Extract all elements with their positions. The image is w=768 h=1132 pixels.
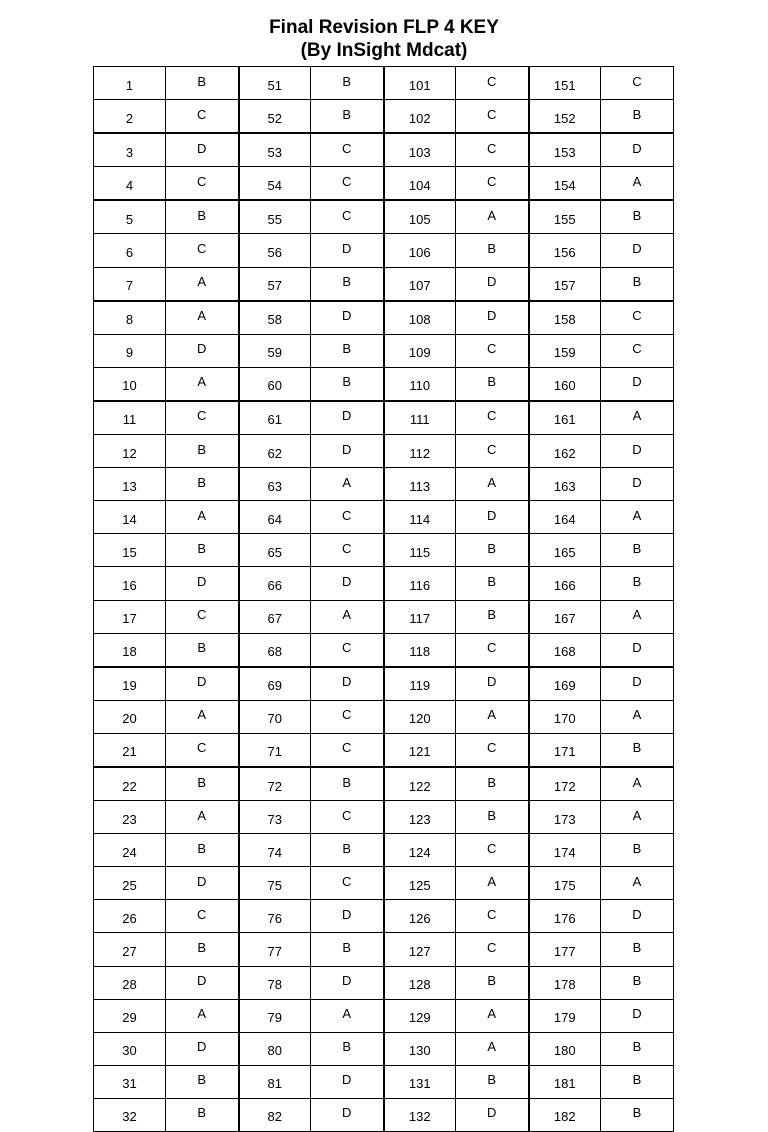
question-number: 60 xyxy=(239,367,311,401)
question-number: 153 xyxy=(529,133,601,167)
answer-cell: A xyxy=(456,700,529,733)
answer-cell: C xyxy=(456,933,529,966)
question-number: 161 xyxy=(529,401,601,435)
table-row xyxy=(94,867,674,900)
table-row xyxy=(94,167,674,201)
question-number: 59 xyxy=(239,334,311,367)
answer-cell: C xyxy=(166,600,239,633)
answer-cell: B xyxy=(311,67,384,100)
answer-cell: D xyxy=(601,667,674,701)
answer-cell: C xyxy=(456,435,529,468)
answer-cell: A xyxy=(456,468,529,501)
answer-cell: A xyxy=(166,999,239,1032)
question-number: 132 xyxy=(384,1098,456,1131)
answer-cell: B xyxy=(311,767,384,801)
question-number: 172 xyxy=(529,767,601,801)
table-row xyxy=(94,600,674,633)
question-number: 73 xyxy=(239,801,311,834)
question-number: 7 xyxy=(94,267,166,301)
question-number: 131 xyxy=(384,1065,456,1098)
answer-cell: A xyxy=(601,801,674,834)
table-row xyxy=(94,133,674,167)
answer-cell: C xyxy=(311,501,384,534)
question-number: 109 xyxy=(384,334,456,367)
answer-cell: A xyxy=(601,167,674,201)
question-number: 16 xyxy=(94,567,166,600)
table-row xyxy=(94,1098,674,1131)
answer-cell: B xyxy=(601,100,674,134)
answer-cell: A xyxy=(311,468,384,501)
question-number: 54 xyxy=(239,167,311,201)
answer-cell: A xyxy=(166,501,239,534)
answer-cell: A xyxy=(601,767,674,801)
table-row xyxy=(94,667,674,701)
answer-cell: A xyxy=(601,600,674,633)
answer-cell: D xyxy=(311,234,384,267)
question-number: 154 xyxy=(529,167,601,201)
question-number: 17 xyxy=(94,600,166,633)
answer-cell: A xyxy=(166,301,239,335)
answer-cell: D xyxy=(601,234,674,267)
question-number: 23 xyxy=(94,801,166,834)
question-number: 160 xyxy=(529,367,601,401)
question-number: 72 xyxy=(239,767,311,801)
question-number: 114 xyxy=(384,501,456,534)
table-row xyxy=(94,1065,674,1098)
answer-cell: C xyxy=(456,133,529,167)
question-number: 9 xyxy=(94,334,166,367)
answer-cell: A xyxy=(311,600,384,633)
question-number: 21 xyxy=(94,733,166,767)
answer-cell: C xyxy=(456,401,529,435)
answer-cell: A xyxy=(311,999,384,1032)
question-number: 104 xyxy=(384,167,456,201)
question-number: 159 xyxy=(529,334,601,367)
question-number: 106 xyxy=(384,234,456,267)
page-subtitle: (By InSight Mdcat) xyxy=(300,40,468,61)
answer-cell: B xyxy=(456,966,529,999)
question-number: 130 xyxy=(384,1032,456,1065)
page-title: Final Revision FLP 4 KEY xyxy=(269,17,499,38)
question-number: 121 xyxy=(384,733,456,767)
question-number: 152 xyxy=(529,100,601,134)
question-number: 31 xyxy=(94,1065,166,1098)
question-number: 32 xyxy=(94,1098,166,1131)
question-number: 1 xyxy=(94,67,166,100)
question-number: 25 xyxy=(94,867,166,900)
question-number: 82 xyxy=(239,1098,311,1131)
table-row xyxy=(94,767,674,801)
question-number: 20 xyxy=(94,700,166,733)
answer-cell: A xyxy=(166,367,239,401)
question-number: 113 xyxy=(384,468,456,501)
answer-cell: A xyxy=(166,267,239,301)
answer-cell: D xyxy=(166,966,239,999)
question-number: 80 xyxy=(239,1032,311,1065)
question-number: 19 xyxy=(94,667,166,701)
answer-cell: C xyxy=(311,133,384,167)
answer-cell: B xyxy=(166,435,239,468)
answer-cell: C xyxy=(311,633,384,667)
answer-cell: A xyxy=(456,1032,529,1065)
question-number: 102 xyxy=(384,100,456,134)
answer-cell: D xyxy=(456,301,529,335)
question-number: 118 xyxy=(384,633,456,667)
question-number: 65 xyxy=(239,534,311,567)
question-number: 28 xyxy=(94,966,166,999)
table-row xyxy=(94,700,674,733)
question-number: 179 xyxy=(529,999,601,1032)
answer-cell: B xyxy=(166,933,239,966)
question-number: 173 xyxy=(529,801,601,834)
answer-cell: D xyxy=(601,133,674,167)
question-number: 69 xyxy=(239,667,311,701)
answer-cell: A xyxy=(166,801,239,834)
answer-cell: A xyxy=(166,700,239,733)
answer-cell: D xyxy=(601,633,674,667)
question-number: 62 xyxy=(239,435,311,468)
question-number: 11 xyxy=(94,401,166,435)
answer-cell: C xyxy=(601,301,674,335)
table-row xyxy=(94,100,674,134)
answer-cell: D xyxy=(601,435,674,468)
answer-cell: B xyxy=(456,1065,529,1098)
question-number: 169 xyxy=(529,667,601,701)
answer-cell: C xyxy=(166,234,239,267)
answer-cell: A xyxy=(601,867,674,900)
answer-cell: C xyxy=(311,167,384,201)
table-row xyxy=(94,468,674,501)
table-row xyxy=(94,200,674,234)
question-number: 123 xyxy=(384,801,456,834)
answer-cell: B xyxy=(311,367,384,401)
answer-cell: D xyxy=(311,567,384,600)
answer-cell: D xyxy=(166,133,239,167)
question-number: 165 xyxy=(529,534,601,567)
table-row xyxy=(94,834,674,867)
answer-cell: A xyxy=(456,867,529,900)
answer-cell: B xyxy=(601,1065,674,1098)
answer-cell: B xyxy=(601,834,674,867)
question-number: 125 xyxy=(384,867,456,900)
question-number: 8 xyxy=(94,301,166,335)
question-number: 178 xyxy=(529,966,601,999)
answer-cell: B xyxy=(311,267,384,301)
question-number: 122 xyxy=(384,767,456,801)
answer-cell: B xyxy=(601,567,674,600)
question-number: 64 xyxy=(239,501,311,534)
answer-cell: C xyxy=(456,167,529,201)
answer-cell: B xyxy=(601,534,674,567)
question-number: 158 xyxy=(529,301,601,335)
question-number: 162 xyxy=(529,435,601,468)
answer-cell: B xyxy=(601,1032,674,1065)
answer-cell: B xyxy=(166,200,239,234)
answer-cell: B xyxy=(166,534,239,567)
answer-cell: A xyxy=(601,401,674,435)
answer-cell: C xyxy=(166,900,239,933)
question-number: 27 xyxy=(94,933,166,966)
answer-cell: D xyxy=(601,900,674,933)
answer-cell: C xyxy=(456,900,529,933)
answer-cell: C xyxy=(601,67,674,100)
answer-cell: D xyxy=(166,567,239,600)
answer-cell: A xyxy=(601,700,674,733)
table-row xyxy=(94,501,674,534)
question-number: 68 xyxy=(239,633,311,667)
table-row xyxy=(94,435,674,468)
answer-cell: C xyxy=(311,867,384,900)
table-row xyxy=(94,401,674,435)
question-number: 24 xyxy=(94,834,166,867)
answer-cell: B xyxy=(601,733,674,767)
question-number: 176 xyxy=(529,900,601,933)
question-number: 127 xyxy=(384,933,456,966)
question-number: 112 xyxy=(384,435,456,468)
question-number: 116 xyxy=(384,567,456,600)
question-number: 81 xyxy=(239,1065,311,1098)
table-row xyxy=(94,534,674,567)
question-number: 77 xyxy=(239,933,311,966)
answer-cell: B xyxy=(166,67,239,100)
question-number: 79 xyxy=(239,999,311,1032)
answer-cell: B xyxy=(601,200,674,234)
answer-cell: D xyxy=(311,1098,384,1131)
answer-cell: A xyxy=(456,999,529,1032)
question-number: 175 xyxy=(529,867,601,900)
question-number: 115 xyxy=(384,534,456,567)
table-row xyxy=(94,67,674,100)
question-number: 156 xyxy=(529,234,601,267)
question-number: 78 xyxy=(239,966,311,999)
answer-cell: D xyxy=(311,301,384,335)
answer-cell: B xyxy=(311,933,384,966)
question-number: 128 xyxy=(384,966,456,999)
answer-cell: B xyxy=(601,1098,674,1131)
question-number: 66 xyxy=(239,567,311,600)
answer-cell: D xyxy=(311,401,384,435)
answer-cell: D xyxy=(311,900,384,933)
question-number: 182 xyxy=(529,1098,601,1131)
question-number: 151 xyxy=(529,67,601,100)
question-number: 14 xyxy=(94,501,166,534)
answer-cell: A xyxy=(601,501,674,534)
answer-cell: B xyxy=(601,267,674,301)
answer-cell: B xyxy=(311,100,384,134)
answer-cell: D xyxy=(601,468,674,501)
answer-key-body xyxy=(94,67,674,1132)
question-number: 58 xyxy=(239,301,311,335)
answer-cell: B xyxy=(311,1032,384,1065)
answer-key-table xyxy=(93,66,674,1132)
answer-cell: C xyxy=(311,534,384,567)
answer-cell: C xyxy=(166,733,239,767)
answer-cell: B xyxy=(166,767,239,801)
answer-cell: D xyxy=(166,867,239,900)
answer-cell: B xyxy=(601,933,674,966)
answer-cell: D xyxy=(311,1065,384,1098)
question-number: 2 xyxy=(94,100,166,134)
question-number: 107 xyxy=(384,267,456,301)
answer-cell: C xyxy=(456,633,529,667)
answer-cell: D xyxy=(601,999,674,1032)
answer-cell: B xyxy=(456,367,529,401)
question-number: 15 xyxy=(94,534,166,567)
question-number: 101 xyxy=(384,67,456,100)
question-number: 70 xyxy=(239,700,311,733)
question-number: 124 xyxy=(384,834,456,867)
answer-cell: B xyxy=(456,567,529,600)
question-number: 119 xyxy=(384,667,456,701)
question-number: 167 xyxy=(529,600,601,633)
answer-cell: B xyxy=(166,468,239,501)
question-number: 76 xyxy=(239,900,311,933)
answer-cell: D xyxy=(456,667,529,701)
answer-cell: B xyxy=(311,334,384,367)
question-number: 180 xyxy=(529,1032,601,1065)
question-number: 13 xyxy=(94,468,166,501)
answer-cell: D xyxy=(166,667,239,701)
answer-cell: C xyxy=(311,700,384,733)
table-row xyxy=(94,633,674,667)
question-number: 52 xyxy=(239,100,311,134)
table-row xyxy=(94,900,674,933)
answer-cell: C xyxy=(601,334,674,367)
question-number: 67 xyxy=(239,600,311,633)
question-number: 63 xyxy=(239,468,311,501)
answer-cell: C xyxy=(456,100,529,134)
answer-cell: C xyxy=(456,834,529,867)
answer-cell: B xyxy=(456,234,529,267)
question-number: 129 xyxy=(384,999,456,1032)
answer-cell: B xyxy=(311,834,384,867)
answer-cell: B xyxy=(601,966,674,999)
question-number: 111 xyxy=(384,401,456,435)
question-number: 174 xyxy=(529,834,601,867)
question-number: 103 xyxy=(384,133,456,167)
question-number: 120 xyxy=(384,700,456,733)
answer-cell: C xyxy=(456,334,529,367)
answer-cell: D xyxy=(311,667,384,701)
table-row xyxy=(94,733,674,767)
answer-cell: C xyxy=(456,733,529,767)
table-row xyxy=(94,966,674,999)
answer-cell: B xyxy=(166,834,239,867)
answer-cell: D xyxy=(311,435,384,468)
question-number: 181 xyxy=(529,1065,601,1098)
answer-cell: B xyxy=(456,534,529,567)
question-number: 163 xyxy=(529,468,601,501)
table-row xyxy=(94,801,674,834)
answer-cell: B xyxy=(166,1065,239,1098)
question-number: 117 xyxy=(384,600,456,633)
question-number: 61 xyxy=(239,401,311,435)
table-row xyxy=(94,234,674,267)
question-number: 3 xyxy=(94,133,166,167)
table-row xyxy=(94,267,674,301)
answer-cell: D xyxy=(166,334,239,367)
question-number: 12 xyxy=(94,435,166,468)
answer-cell: C xyxy=(166,167,239,201)
question-number: 18 xyxy=(94,633,166,667)
question-number: 75 xyxy=(239,867,311,900)
question-number: 29 xyxy=(94,999,166,1032)
answer-cell: B xyxy=(166,633,239,667)
table-row xyxy=(94,1032,674,1065)
question-number: 157 xyxy=(529,267,601,301)
question-number: 71 xyxy=(239,733,311,767)
table-row xyxy=(94,301,674,335)
answer-cell: A xyxy=(456,200,529,234)
question-number: 126 xyxy=(384,900,456,933)
answer-cell: C xyxy=(166,100,239,134)
question-number: 22 xyxy=(94,767,166,801)
answer-cell: C xyxy=(166,401,239,435)
question-number: 53 xyxy=(239,133,311,167)
question-number: 4 xyxy=(94,167,166,201)
question-number: 30 xyxy=(94,1032,166,1065)
question-number: 6 xyxy=(94,234,166,267)
question-number: 51 xyxy=(239,67,311,100)
answer-cell: C xyxy=(311,733,384,767)
answer-cell: D xyxy=(456,1098,529,1131)
table-row xyxy=(94,567,674,600)
question-number: 56 xyxy=(239,234,311,267)
question-number: 55 xyxy=(239,200,311,234)
question-number: 74 xyxy=(239,834,311,867)
answer-cell: C xyxy=(311,801,384,834)
table-row xyxy=(94,367,674,401)
table-row xyxy=(94,933,674,966)
table-row xyxy=(94,999,674,1032)
answer-cell: B xyxy=(166,1098,239,1131)
question-number: 10 xyxy=(94,367,166,401)
answer-cell: B xyxy=(456,600,529,633)
question-number: 177 xyxy=(529,933,601,966)
question-number: 108 xyxy=(384,301,456,335)
question-number: 170 xyxy=(529,700,601,733)
question-number: 171 xyxy=(529,733,601,767)
answer-cell: D xyxy=(601,367,674,401)
answer-cell: D xyxy=(166,1032,239,1065)
answer-cell: D xyxy=(456,501,529,534)
answer-cell: C xyxy=(311,200,384,234)
question-number: 168 xyxy=(529,633,601,667)
question-number: 110 xyxy=(384,367,456,401)
answer-cell: D xyxy=(456,267,529,301)
question-number: 57 xyxy=(239,267,311,301)
question-number: 105 xyxy=(384,200,456,234)
question-number: 26 xyxy=(94,900,166,933)
table-row xyxy=(94,334,674,367)
question-number: 164 xyxy=(529,501,601,534)
answer-cell: B xyxy=(456,801,529,834)
question-number: 166 xyxy=(529,567,601,600)
answer-cell: B xyxy=(456,767,529,801)
question-number: 155 xyxy=(529,200,601,234)
answer-cell: C xyxy=(456,67,529,100)
answer-cell: D xyxy=(311,966,384,999)
question-number: 5 xyxy=(94,200,166,234)
